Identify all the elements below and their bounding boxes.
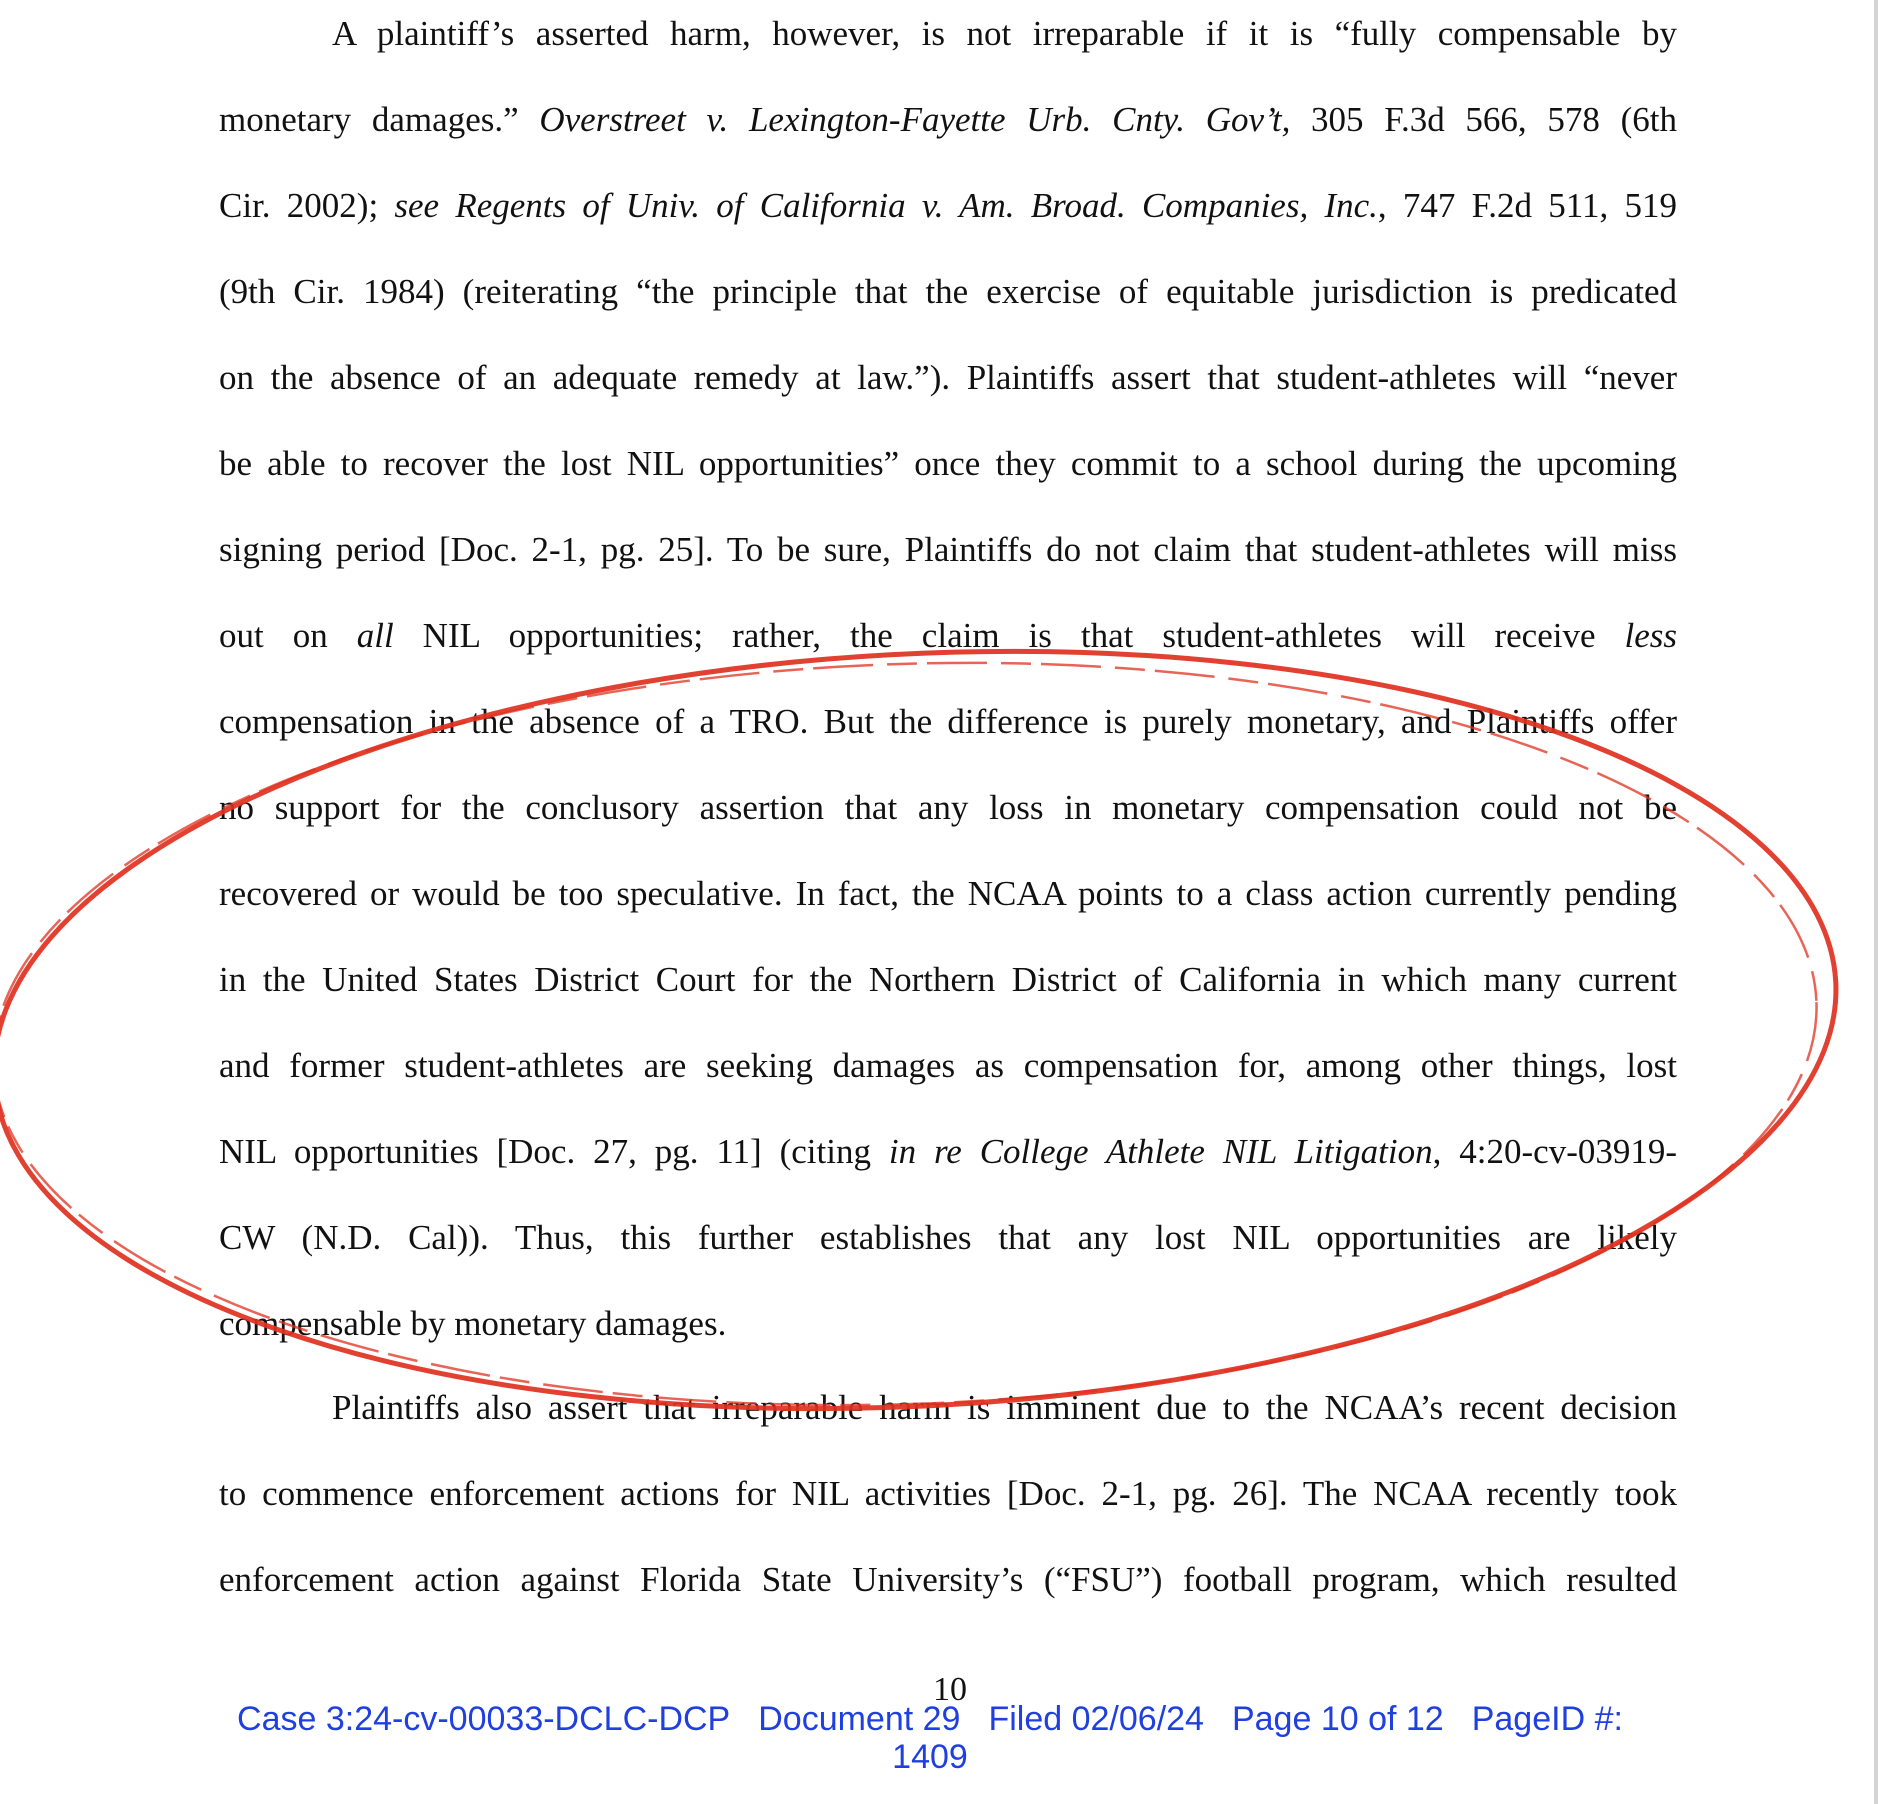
paragraph-1-line-14 [219, 1130, 1677, 1174]
paragraph-1-line-7: signing period [Doc. 2-1, pg. 25]. To be sure, Plaintiffs do not claim that student-athletes will miss [219, 530, 1677, 569]
page-number: 10 [933, 1671, 967, 1708]
text-run: 305 F.3d 566, 578 (6th [1290, 100, 1678, 139]
paragraph-1-line-12: in the United States District Court for the Northern District of California in which many current [219, 960, 1677, 999]
text-run: NIL opportunities [Doc. 27, pg. 11] (citing [219, 1132, 889, 1171]
footer-pageid-value: 1409 [892, 1738, 968, 1776]
text-run: monetary damages.” [219, 100, 540, 139]
paragraph-1-line-2 [219, 98, 1677, 142]
footer-pageid-label: PageID #: [1471, 1700, 1623, 1738]
case-citation-italic: see Regents of Univ. of California v. Am. Broad. Companies, Inc. [394, 186, 1378, 225]
text-run: out on [219, 616, 357, 655]
text-run: , 4:20-cv-03919- [1432, 1132, 1677, 1171]
paragraph-1-line-3 [219, 184, 1677, 228]
paragraph-1-line-4: (9th Cir. 1984) (reiterating “the principle that the exercise of equitable jurisdiction is predicated [219, 272, 1677, 311]
footer-case-number: Case 3:24-cv-00033-DCLC-DCP [237, 1700, 731, 1738]
paragraph-2-line-2: to commence enforcement actions for NIL activities [Doc. 2-1, pg. 26]. The NCAA recently took [219, 1474, 1677, 1513]
emphasis-italic: all [356, 616, 394, 655]
paragraph-1-line-1: A plaintiff’s asserted harm, however, is not irreparable if it is “fully compensable by [332, 14, 1677, 53]
case-citation-italic: Overstreet v. Lexington-Fayette Urb. Cnty. Gov’t, [539, 100, 1291, 139]
emphasis-italic: less [1624, 616, 1677, 655]
paragraph-2-line-1: Plaintiffs also assert that irreparable harm is imminent due to the NCAA’s recent decision [332, 1388, 1677, 1427]
footer-filed-date: Filed 02/06/24 [988, 1700, 1204, 1738]
text-run: , 747 F.2d 511, 519 [1377, 186, 1677, 225]
court-filing-footer [150, 1700, 1710, 1776]
text-run: NIL opportunities; rather, the claim is that student-athletes will receive [393, 616, 1625, 655]
paragraph-1-line-8 [219, 614, 1677, 658]
paragraph-1-line-16: compensable by monetary damages. [219, 1304, 727, 1343]
footer-document-number: Document 29 [758, 1700, 961, 1738]
paragraph-2-line-3: enforcement action against Florida State University’s (“FSU”) football program, which resulted [219, 1560, 1677, 1599]
text-run: Cir. 2002); [219, 186, 395, 225]
paragraph-1-line-13: and former student-athletes are seeking damages as compensation for, among other things, lost [219, 1046, 1677, 1085]
paragraph-1-line-6: be able to recover the lost NIL opportunities” once they commit to a school during the upcoming [219, 444, 1677, 483]
paragraph-1-line-10: no support for the conclusory assertion that any loss in monetary compensation could not be [219, 788, 1677, 827]
case-citation-italic: in re College Athlete NIL Litigation [888, 1132, 1433, 1171]
paragraph-1-line-9: compensation in the absence of a TRO. But the difference is purely monetary, and Plaintiffs offer [219, 702, 1677, 741]
footer-page-count: Page 10 of 12 [1231, 1700, 1444, 1738]
page-edge [1874, 0, 1878, 1804]
paragraph-1-line-15: CW (N.D. Cal)). Thus, this further establishes that any lost NIL opportunities are likely [219, 1218, 1677, 1257]
paragraph-1-line-5: on the absence of an adequate remedy at law.”). Plaintiffs assert that student-athletes will “never [219, 358, 1677, 397]
paragraph-1-line-11: recovered or would be too speculative. In fact, the NCAA points to a class action currently pending [219, 874, 1677, 913]
